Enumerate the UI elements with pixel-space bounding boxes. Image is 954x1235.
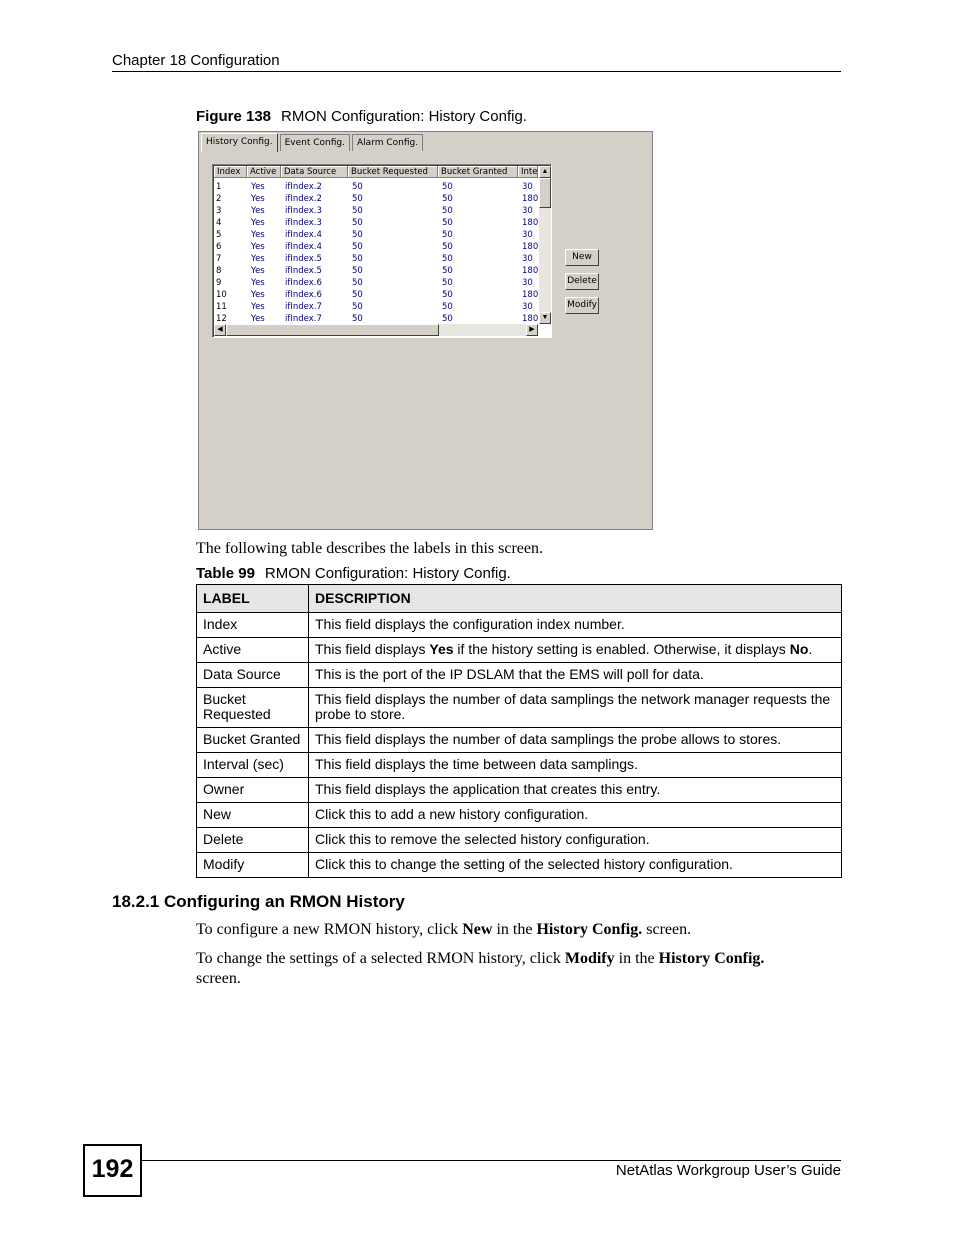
list-item[interactable] xyxy=(214,253,539,265)
list-cell: ifIndex.4 xyxy=(285,242,322,252)
list-cell: 50 xyxy=(442,182,453,192)
history-list-rows xyxy=(214,181,539,325)
list-cell: ifIndex.3 xyxy=(285,206,322,216)
p2-text: screen. xyxy=(196,970,241,987)
tab-strip xyxy=(201,134,425,150)
row-description xyxy=(309,613,842,638)
table-caption xyxy=(196,565,511,582)
list-cell: 12 xyxy=(216,314,227,324)
row-description xyxy=(309,753,842,778)
table-row xyxy=(197,663,842,688)
description-text: Click this to change the setting of the selected history configuration. xyxy=(315,856,733,872)
list-cell: 50 xyxy=(352,302,363,312)
scroll-right-icon[interactable]: ▶ xyxy=(526,324,538,336)
list-cell: ifIndex.5 xyxy=(285,254,322,264)
list-cell: 30 xyxy=(522,302,533,312)
description-text: This field displays the application that creates this entry. xyxy=(315,781,661,797)
list-item[interactable] xyxy=(214,229,539,241)
list-cell: Yes xyxy=(251,290,265,300)
table-title: RMON Configuration: History Config. xyxy=(264,565,511,582)
list-cell: 50 xyxy=(442,254,453,264)
list-cell: 30 xyxy=(522,254,533,264)
row-label: Owner xyxy=(197,778,309,803)
table-row xyxy=(197,828,842,853)
list-cell: Yes xyxy=(251,182,265,192)
row-label: Bucket Granted xyxy=(197,728,309,753)
column-header-bucket-requested[interactable]: Bucket Requested xyxy=(348,166,438,178)
list-item[interactable] xyxy=(214,265,539,277)
description-text: This field displays the number of data samplings the probe allows to stores. xyxy=(315,731,782,747)
table-row xyxy=(197,688,842,728)
list-cell: ifIndex.5 xyxy=(285,266,322,276)
list-cell: 50 xyxy=(442,194,453,204)
table-header-description: DESCRIPTION xyxy=(309,585,842,613)
description-text: This field displays the configuration index number. xyxy=(315,616,625,632)
list-cell: 50 xyxy=(352,314,363,324)
horizontal-scrollbar[interactable] xyxy=(214,324,538,336)
row-description xyxy=(309,828,842,853)
figure-number: Figure 138 xyxy=(196,108,272,125)
p1-history-config: History Config. xyxy=(536,921,643,938)
row-description xyxy=(309,663,842,688)
figure-caption xyxy=(196,108,527,125)
table-row xyxy=(197,638,842,663)
column-header-bucket-granted[interactable]: Bucket Granted xyxy=(438,166,518,178)
row-description xyxy=(309,803,842,828)
row-description xyxy=(309,728,842,753)
list-item[interactable] xyxy=(214,193,539,205)
list-cell: 11 xyxy=(216,302,227,312)
list-cell: 5 xyxy=(216,230,222,240)
list-cell: 50 xyxy=(352,266,363,276)
p2-history-config: History Config. xyxy=(658,950,765,967)
list-cell: ifIndex.6 xyxy=(285,290,322,300)
p1-text: screen. xyxy=(642,921,692,938)
list-cell: 50 xyxy=(352,182,363,192)
list-cell: Yes xyxy=(251,230,265,240)
list-cell: 7 xyxy=(216,254,222,264)
list-cell: Yes xyxy=(251,206,265,216)
list-item[interactable] xyxy=(214,289,539,301)
list-cell: 50 xyxy=(442,242,453,252)
description-text: Yes xyxy=(429,641,454,657)
row-description xyxy=(309,778,842,803)
list-cell: 180 xyxy=(522,290,539,300)
horizontal-scroll-thumb[interactable] xyxy=(226,324,439,336)
list-cell: Yes xyxy=(251,254,265,264)
table-row xyxy=(197,728,842,753)
description-text: This field displays the time between data samplings. xyxy=(315,756,638,772)
list-cell: 8 xyxy=(216,266,222,276)
row-description xyxy=(309,853,842,878)
list-item[interactable] xyxy=(214,181,539,193)
guide-title: NetAtlas Workgroup User’s Guide xyxy=(615,1162,841,1179)
list-item[interactable] xyxy=(214,277,539,289)
table-header-label: LABEL xyxy=(197,585,309,613)
row-label: Index xyxy=(197,613,309,638)
list-cell: 2 xyxy=(216,194,222,204)
description-text: . xyxy=(808,641,813,657)
description-text: if the history setting is enabled. Otherwise, it displays xyxy=(453,641,790,657)
list-cell: 50 xyxy=(352,290,363,300)
p2-text: To change the settings of a selected RMON history, click xyxy=(196,950,565,967)
new-button[interactable]: New xyxy=(565,249,599,266)
description-text: This field displays xyxy=(315,641,430,657)
list-cell: 3 xyxy=(216,206,222,216)
list-cell: ifIndex.6 xyxy=(285,278,322,288)
list-cell: 9 xyxy=(216,278,222,288)
column-header-interval[interactable]: Inte xyxy=(518,166,538,178)
section-paragraph-2 xyxy=(196,949,836,989)
description-text: Click this to remove the selected history configuration. xyxy=(315,831,650,847)
scroll-up-icon[interactable]: ▲ xyxy=(539,166,551,178)
section-title: 18.2.1 Configuring an RMON History xyxy=(112,892,405,911)
list-cell: 180 xyxy=(522,266,539,276)
figure-title: RMON Configuration: History Config. xyxy=(281,108,527,125)
list-cell: ifIndex.3 xyxy=(285,218,322,228)
list-cell: 6 xyxy=(216,242,222,252)
history-list[interactable] xyxy=(212,164,552,338)
description-text: This is the port of the IP DSLAM that the EMS will poll for data. xyxy=(315,666,704,682)
list-cell: ifIndex.4 xyxy=(285,230,322,240)
list-cell: 50 xyxy=(352,254,363,264)
row-description xyxy=(309,638,842,663)
p2-modify: Modify xyxy=(564,950,615,967)
list-cell: 50 xyxy=(352,218,363,228)
column-header-active[interactable]: Active xyxy=(247,166,281,178)
list-cell: Yes xyxy=(251,242,265,252)
list-cell: 50 xyxy=(442,302,453,312)
list-cell: 50 xyxy=(442,206,453,216)
list-cell: 10 xyxy=(216,290,227,300)
list-cell: ifIndex.7 xyxy=(285,314,322,324)
row-label: Bucket Requested xyxy=(197,688,309,728)
tab-event-config[interactable]: Event Config. xyxy=(280,134,350,151)
row-label: Interval (sec) xyxy=(197,753,309,778)
history-config-window xyxy=(198,131,653,530)
list-cell: 30 xyxy=(522,230,533,240)
list-cell: 180 xyxy=(522,242,539,252)
table-body xyxy=(197,613,842,878)
row-label: Data Source xyxy=(197,663,309,688)
list-cell: 50 xyxy=(442,278,453,288)
list-cell: Yes xyxy=(251,302,265,312)
list-cell: 180 xyxy=(522,218,539,228)
list-cell: Yes xyxy=(251,278,265,288)
list-cell: 50 xyxy=(352,242,363,252)
description-text: No xyxy=(789,641,809,657)
table-row xyxy=(197,803,842,828)
list-cell: Yes xyxy=(251,194,265,204)
list-cell: 1 xyxy=(216,182,222,192)
header-rule xyxy=(112,71,841,72)
p1-text: To configure a new RMON history, click xyxy=(196,921,463,938)
list-cell: Yes xyxy=(251,266,265,276)
list-cell: 50 xyxy=(442,314,453,324)
row-description xyxy=(309,688,842,728)
description-text: This field displays the number of data samplings the network manager requests the probe to store. xyxy=(315,691,831,722)
label-description-table xyxy=(196,584,842,878)
list-cell: 50 xyxy=(352,278,363,288)
list-item[interactable] xyxy=(214,301,539,313)
list-item[interactable] xyxy=(214,205,539,217)
list-cell: 50 xyxy=(352,194,363,204)
list-cell: 180 xyxy=(522,314,539,324)
row-label: Modify xyxy=(197,853,309,878)
list-cell: ifIndex.7 xyxy=(285,302,322,312)
vertical-scrollbar[interactable] xyxy=(539,166,551,324)
row-label: Delete xyxy=(197,828,309,853)
list-cell: 50 xyxy=(352,230,363,240)
table-row xyxy=(197,778,842,803)
section-paragraph-1 xyxy=(196,921,836,939)
modify-button[interactable]: Modify xyxy=(565,297,599,314)
list-cell: ifIndex.2 xyxy=(285,194,322,204)
p2-text: in the xyxy=(614,950,659,967)
table-row xyxy=(197,853,842,878)
table-row xyxy=(197,753,842,778)
list-cell: 50 xyxy=(442,218,453,228)
scroll-left-icon[interactable]: ◀ xyxy=(214,324,226,336)
list-cell: Yes xyxy=(251,218,265,228)
column-header-data-source[interactable]: Data Source xyxy=(281,166,348,178)
table-intro: The following table describes the labels in this screen. xyxy=(196,540,544,557)
vertical-scroll-thumb[interactable] xyxy=(539,178,551,208)
column-header-index[interactable]: Index xyxy=(214,166,247,178)
p1-text: in the xyxy=(492,921,537,938)
list-cell: Yes xyxy=(251,314,265,324)
list-cell: 50 xyxy=(442,230,453,240)
tab-history-config[interactable]: History Config. xyxy=(201,133,278,152)
list-cell: ifIndex.2 xyxy=(285,182,322,192)
list-cell: 50 xyxy=(442,290,453,300)
list-cell: 180 xyxy=(522,194,539,204)
list-cell: 50 xyxy=(442,266,453,276)
list-item[interactable] xyxy=(214,217,539,229)
tab-alarm-config[interactable]: Alarm Config. xyxy=(352,134,423,151)
chapter-header: Chapter 18 Configuration xyxy=(112,52,280,69)
page-number: 192 xyxy=(83,1144,142,1197)
table-number: Table 99 xyxy=(196,565,255,582)
list-cell: 50 xyxy=(352,206,363,216)
scroll-down-icon[interactable]: ▼ xyxy=(539,312,551,324)
list-item[interactable] xyxy=(214,241,539,253)
delete-button[interactable]: Delete xyxy=(565,273,599,290)
footer-rule xyxy=(141,1160,841,1161)
list-cell: 30 xyxy=(522,206,533,216)
table-row xyxy=(197,613,842,638)
list-cell: 30 xyxy=(522,278,533,288)
p1-new: New xyxy=(462,921,493,938)
row-label: New xyxy=(197,803,309,828)
row-label: Active xyxy=(197,638,309,663)
list-cell: 30 xyxy=(522,182,533,192)
list-cell: 4 xyxy=(216,218,222,228)
description-text: Click this to add a new history configuration. xyxy=(315,806,589,822)
